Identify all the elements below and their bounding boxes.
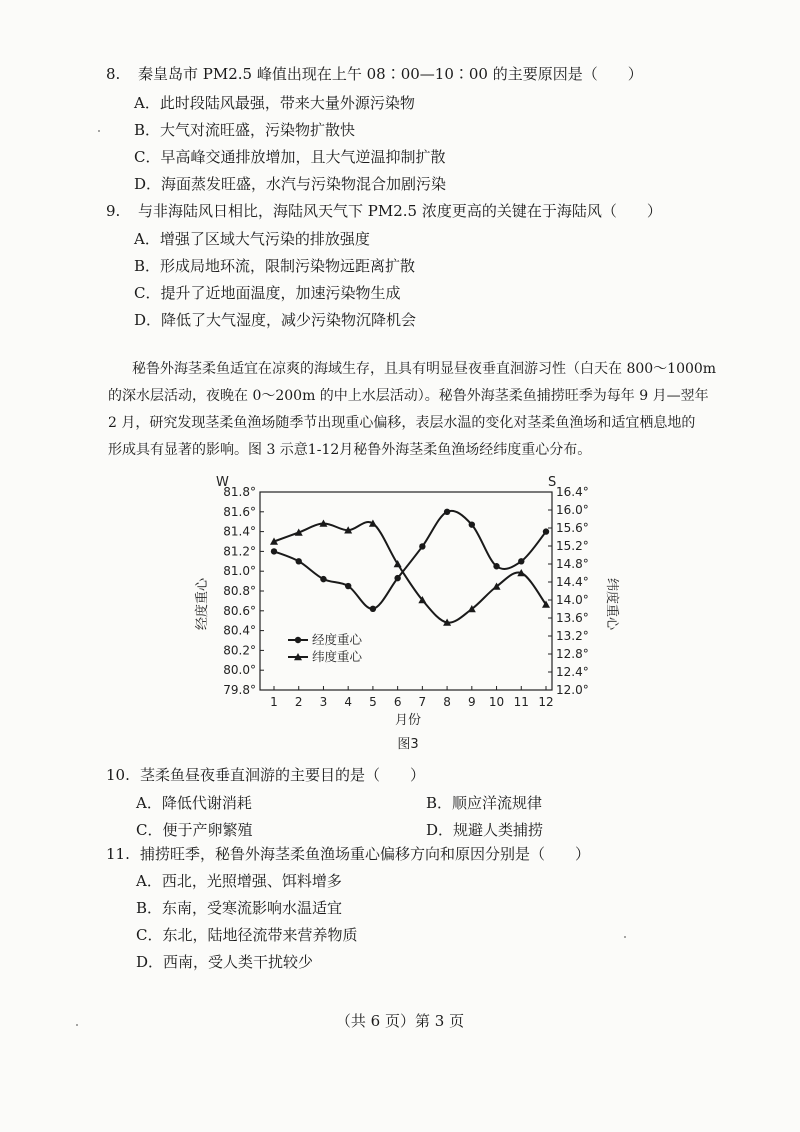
- x-tick-label: 3: [319, 695, 328, 709]
- series-1-point: [518, 558, 524, 564]
- right-tick-label: 13.6°: [556, 611, 589, 625]
- q10-option-a: A．降低代谢消耗: [136, 794, 252, 812]
- q10-option-c: C．便于产卵繁殖: [136, 821, 253, 839]
- chart-series: [270, 509, 550, 626]
- right-tick-label: 16.4°: [556, 485, 589, 499]
- plot-frame: [260, 492, 552, 690]
- q11-option-c: C．东北，陆地径流带来营养物质: [136, 926, 358, 944]
- left-tick-label: 80.8°: [223, 584, 256, 598]
- right-tick-label: 16.0°: [556, 503, 589, 517]
- left-axis-label: 经度重心: [195, 577, 210, 631]
- q9-option-b: B．形成局地环流，限制污染物远距离扩散: [134, 257, 416, 275]
- x-tick-label: 7: [418, 695, 427, 709]
- left-tick-label: 81.4°: [223, 524, 256, 539]
- q9-stem-row: [106, 200, 662, 221]
- right-tick-label: 13.2°: [556, 629, 589, 643]
- series-1-point: [419, 543, 425, 549]
- right-tick-label: 15.2°: [556, 539, 589, 553]
- q8-option-c: C．早高峰交通排放增加，且大气逆温抑制扩散: [134, 148, 446, 166]
- x-tick-label: 1: [270, 695, 278, 709]
- right-tick-label: 15.6°: [556, 521, 589, 535]
- left-tick-label: 80.4°: [223, 623, 256, 638]
- series-1-point: [543, 528, 549, 534]
- scan-speck: [76, 1024, 78, 1026]
- passage-line-2: 的深水层活动，夜晚在 0～200m 的中上水层活动）。秘鲁外海茎柔鱼捕捞旺季为每年 9 月—翌年: [108, 388, 709, 404]
- right-tick-label: 14.4°: [556, 575, 589, 589]
- q8-option-b: B．大气对流旺盛，污染物扩散快: [134, 121, 356, 139]
- right-tick-label: 12.8°: [556, 647, 589, 661]
- x-axis-label: 月份: [394, 713, 422, 728]
- right-tick-label: 12.0°: [556, 683, 589, 697]
- x-tick-label: 6: [393, 695, 402, 709]
- q10-number: 10.: [106, 766, 130, 784]
- series-1-point: [271, 548, 277, 554]
- q11-option-b: B．东南，受寒流影响水温适宜: [136, 899, 343, 917]
- x-tick-label: 11: [513, 695, 529, 709]
- q8-stem-row: [106, 63, 643, 84]
- figure-caption: 图3: [397, 737, 419, 752]
- left-tick-label: 81.6°: [223, 504, 256, 519]
- q9-option-a: A．增强了区域大气污染的排放强度: [134, 230, 370, 248]
- right-tick-label: 14.8°: [556, 557, 589, 571]
- legend-label: 经度重心: [312, 632, 363, 647]
- page-footer: （共 6 页）第 3 页: [335, 1012, 465, 1030]
- q10-stem: 茎柔鱼昼夜垂直洄游的主要目的是（ ）: [140, 766, 426, 784]
- q8-stem: 秦皇岛市 PM2.5 峰值出现在上午 08∶00—10∶00 的主要原因是（ ）: [138, 65, 643, 83]
- right-axis-label: 纬度重心: [604, 577, 619, 631]
- x-tick-label: 8: [443, 695, 451, 709]
- scan-speck: [624, 936, 626, 938]
- figure-3-chart: [180, 472, 619, 752]
- left-axis-unit: W: [216, 475, 229, 490]
- q9-stem: 与非海陆风日相比，海陆风天气下 PM2.5 浓度更高的关键在于海陆风（ ）: [138, 202, 662, 220]
- x-tick-label: 12: [538, 695, 554, 709]
- left-tick-label: 79.8°: [223, 683, 256, 697]
- series-1-point: [394, 575, 400, 581]
- right-tick-label: 14.0°: [556, 593, 589, 607]
- q11-option-a: A．西北，光照增强、饵料增多: [136, 872, 342, 890]
- q10-stem-row: [106, 764, 425, 785]
- series-1-point: [320, 576, 326, 582]
- q8-option-d: D．海面蒸发旺盛，水汽与污染物混合加剧污染: [134, 175, 447, 193]
- legend-label: 纬度重心: [312, 649, 363, 664]
- legend-marker: [295, 637, 301, 643]
- scan-speck: [98, 130, 100, 132]
- series-1-point: [469, 521, 475, 527]
- x-tick-label: 2: [294, 695, 303, 709]
- q11-stem: 捕捞旺季，秘鲁外海茎柔鱼渔场重心偏移方向和原因分别是（ ）: [140, 845, 591, 863]
- q10-option-b: B．顺应洋流规律: [426, 794, 543, 812]
- x-tick-label: 10: [488, 695, 505, 709]
- passage-line-4: 形成具有显著的影响。图 3 示意1-12月秘鲁外海茎柔鱼渔场经纬度重心分布。: [108, 442, 592, 458]
- chart-axes: [223, 485, 588, 709]
- right-axis-unit: S: [548, 475, 557, 490]
- q11-option-d: D．西南，受人类干扰较少: [136, 953, 314, 971]
- series-1-point: [444, 509, 450, 515]
- left-tick-label: 81.2°: [223, 544, 256, 559]
- q9-option-c: C．提升了近地面温度，加速污染物生成: [134, 284, 401, 302]
- chart-legend: [288, 632, 363, 664]
- left-tick-label: 80.2°: [223, 643, 256, 658]
- passage-line-3: 2 月，研究发现茎柔鱼渔场随季节出现重心偏移，表层水温的变化对茎柔鱼渔场和适宜栖息地的: [108, 415, 696, 431]
- right-tick-label: 12.4°: [556, 665, 589, 679]
- left-tick-label: 81.8°: [223, 485, 256, 499]
- q10-option-d: D．规避人类捕捞: [426, 821, 544, 839]
- x-tick-label: 5: [369, 695, 377, 709]
- series-1-point: [493, 563, 499, 569]
- left-tick-label: 81.0°: [223, 564, 256, 579]
- left-tick-label: 80.0°: [223, 663, 256, 678]
- series-1-point: [345, 583, 351, 589]
- x-tick-label: 9: [467, 695, 476, 709]
- q9-number: 9.: [106, 202, 121, 220]
- q8-option-a: A．此时段陆风最强，带来大量外源污染物: [134, 94, 415, 112]
- x-tick-label: 4: [344, 695, 353, 709]
- q11-stem-row: [106, 843, 590, 864]
- q9-option-d: D．降低了大气湿度，减少污染物沉降机会: [134, 311, 417, 329]
- q8-number: 8.: [106, 65, 121, 83]
- series-1-point: [296, 558, 302, 564]
- q11-number: 11.: [106, 845, 130, 863]
- passage-line-1: 秘鲁外海茎柔鱼适宜在凉爽的海域生存，且具有明显昼夜垂直洄游习性（白天在 800～1000m: [132, 361, 717, 377]
- series-1-point: [370, 606, 376, 612]
- left-tick-label: 80.6°: [223, 603, 256, 618]
